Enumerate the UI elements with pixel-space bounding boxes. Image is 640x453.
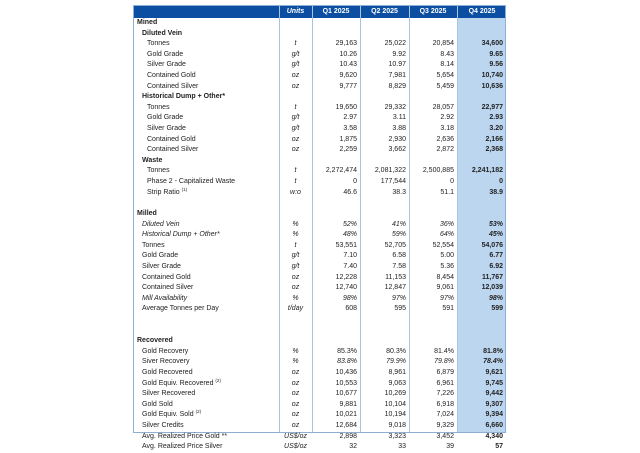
- table-row: [133, 421, 506, 432]
- subsection-heading: [133, 92, 506, 103]
- cell-q2: 9.92: [392, 50, 406, 58]
- cell-q4: 53%: [488, 220, 503, 228]
- cell-q3: 2,500,885: [422, 167, 454, 175]
- row-label: Gold Grade: [142, 252, 179, 260]
- cell-q2: 33: [398, 443, 406, 451]
- table-row: [133, 60, 506, 71]
- cell-q4: 9,442: [485, 390, 503, 398]
- row-label: Gold Equiv. Sold: [142, 411, 194, 419]
- cell-q3: 3,452: [436, 432, 454, 440]
- cell-q1: 98%: [342, 294, 357, 302]
- cell-q3: 79.8%: [434, 358, 454, 366]
- row-label: Silver Credits: [142, 422, 184, 429]
- cell-q2: 25,022: [384, 40, 406, 48]
- cell-q1: 0: [353, 178, 357, 185]
- row-unit: t: [294, 241, 297, 249]
- cell-q4: 9,621: [485, 369, 503, 376]
- cell-q3: 5.36: [440, 263, 454, 270]
- cell-q3: 2.92: [440, 114, 454, 122]
- cell-q4: 9.56: [489, 61, 503, 69]
- table-row: [133, 82, 506, 93]
- cell-q4: 2,241,182: [471, 167, 503, 175]
- cell-q3: 51.1: [440, 188, 454, 196]
- cell-q3: 6,879: [436, 369, 454, 376]
- cell-q3: 5,654: [436, 72, 454, 79]
- cell-q1: 10,553: [335, 379, 357, 387]
- cell-q3: 7,226: [436, 390, 454, 398]
- row-label: Contained Silver: [142, 284, 194, 292]
- row-unit: g/t: [291, 263, 300, 270]
- cell-q2: 10,269: [384, 390, 406, 398]
- subsection-heading: [133, 156, 506, 167]
- cell-q2: 38.3: [392, 188, 406, 196]
- cell-q2: 7.58: [392, 263, 406, 270]
- table-row: [133, 145, 506, 156]
- row-unit: t/day: [287, 305, 304, 313]
- cell-q1: 12,228: [335, 273, 357, 281]
- table-row: [133, 273, 506, 284]
- cell-q2: 7,981: [388, 72, 406, 79]
- table-row: [133, 432, 506, 443]
- row-label: Average Tonnes per Day: [142, 305, 219, 313]
- section-milled: Milled: [137, 210, 157, 217]
- cell-q1: 83.8%: [337, 358, 357, 366]
- cell-q4: 3.20: [489, 125, 503, 132]
- header-units: Units: [286, 8, 305, 15]
- cell-q4: 599: [491, 305, 503, 313]
- cell-q2: 59%: [391, 231, 406, 239]
- row-label: Silver Grade: [147, 61, 186, 69]
- cell-q4: 9,394: [485, 411, 503, 419]
- table-row: [133, 283, 506, 294]
- row-label: Siver Recovery: [142, 358, 190, 366]
- cell-q1: 10,677: [335, 390, 357, 398]
- cell-q1: 1,875: [339, 135, 357, 143]
- row-unit: g/t: [291, 252, 300, 260]
- cell-q3: 9,329: [436, 422, 454, 429]
- cell-q4: 11,767: [481, 273, 503, 281]
- cell-q4: 81.8%: [483, 347, 503, 355]
- cell-q3: 28,057: [432, 103, 454, 111]
- row-unit: US$/oz: [284, 432, 307, 440]
- cell-q3: 64%: [439, 231, 454, 239]
- table-row: [133, 379, 506, 390]
- section-heading: [133, 18, 506, 29]
- cell-q1: 608: [345, 305, 357, 313]
- cell-q2: 97%: [391, 294, 406, 302]
- cell-q1: 10,436: [335, 369, 357, 376]
- table-row: [133, 410, 506, 421]
- cell-q2: 3,323: [388, 432, 406, 440]
- row-unit: oz: [291, 146, 300, 154]
- cell-q2: 8,829: [388, 82, 406, 90]
- subsection-historical-dump: Historical Dump + Other*: [142, 93, 226, 101]
- section-heading: [133, 209, 506, 220]
- row-label: Contained Silver: [147, 82, 199, 90]
- cell-q2: 177,544: [380, 178, 406, 185]
- cell-q2: 3.11: [392, 114, 406, 122]
- table-row: [133, 262, 506, 273]
- cell-q1: 10.26: [339, 50, 357, 58]
- cell-q4: 0: [499, 178, 503, 185]
- footnote-marker: (2): [195, 409, 202, 415]
- cell-q1: 12,740: [335, 284, 357, 292]
- cell-q3: 52,554: [432, 241, 454, 249]
- cell-q3: 20,854: [432, 40, 454, 48]
- footnote-marker: (1): [181, 186, 188, 192]
- cell-q2: 10.97: [388, 61, 406, 69]
- table-row: [133, 177, 506, 188]
- row-unit: %: [292, 231, 299, 239]
- table-row: [133, 442, 506, 453]
- cell-q2: 41%: [391, 220, 406, 228]
- table-row: [133, 400, 506, 411]
- row-unit: oz: [291, 72, 300, 79]
- row-label: Tonnes: [147, 167, 170, 175]
- row-unit: %: [292, 294, 299, 302]
- row-label: Tonnes: [142, 241, 165, 249]
- cell-q2: 9,063: [388, 379, 406, 387]
- row-unit: oz: [291, 379, 300, 387]
- cell-q2: 10,104: [384, 400, 406, 408]
- row-unit: g/t: [291, 125, 300, 132]
- cell-q1: 12,684: [335, 422, 357, 429]
- row-label: Contained Gold: [142, 273, 191, 281]
- cell-q1: 9,620: [339, 72, 357, 79]
- row-unit: oz: [291, 400, 300, 408]
- cell-q3: 2,636: [436, 135, 454, 143]
- row-unit: US$/oz: [284, 443, 307, 451]
- row-label-wrapper: [142, 410, 201, 421]
- cell-q3: 97%: [439, 294, 454, 302]
- row-unit: oz: [291, 135, 300, 143]
- table-row: [133, 71, 506, 82]
- cell-q4: 10,636: [481, 82, 503, 90]
- cell-q4: 22,977: [481, 103, 503, 111]
- cell-q1: 3.58: [343, 125, 357, 132]
- cell-q2: 52,705: [384, 241, 406, 249]
- cell-q2: 6.58: [392, 252, 406, 260]
- row-label: Gold Recovery: [142, 347, 189, 355]
- row-label: Avg. Realized Price Gold **: [142, 432, 228, 440]
- header-q1: Q1 2025: [322, 8, 350, 15]
- subsection-heading: [133, 29, 506, 40]
- cell-q1: 32: [349, 443, 357, 451]
- row-unit: t: [294, 40, 297, 48]
- cell-q4: 6,660: [485, 422, 503, 429]
- cell-q1: 10,021: [335, 411, 357, 419]
- cell-q3: 8,454: [436, 273, 454, 281]
- cell-q1: 7.10: [343, 252, 357, 260]
- cell-q1: 52%: [342, 220, 357, 228]
- cell-q1: 2.97: [343, 114, 357, 122]
- cell-q4: 38.9: [489, 188, 503, 196]
- row-unit: g/t: [291, 114, 300, 122]
- cell-q3: 9,061: [436, 284, 454, 292]
- table-row: [133, 103, 506, 114]
- operations-table: [133, 5, 506, 451]
- cell-q4: 2,368: [485, 146, 503, 154]
- cell-q1: 2,272,474: [325, 167, 357, 175]
- cell-q3: 8.43: [440, 50, 454, 58]
- row-label: Avg. Realized Price Silver: [142, 443, 223, 451]
- row-label: Diluted Vein: [142, 220, 180, 228]
- cell-q4: 9.65: [489, 50, 503, 58]
- header-q3: Q3 2025: [419, 8, 447, 15]
- row-unit: oz: [291, 273, 300, 281]
- table-row: [133, 135, 506, 146]
- cell-q4: 10,740: [481, 72, 503, 79]
- cell-q2: 11,153: [385, 273, 406, 281]
- cell-q4: 2,166: [485, 135, 503, 143]
- table-row: [133, 230, 506, 241]
- row-unit: t: [294, 178, 297, 185]
- row-unit: t: [294, 103, 297, 111]
- row-unit: oz: [291, 369, 300, 376]
- cell-q1: 29,163: [335, 40, 357, 48]
- cell-q4: 6.77: [489, 252, 503, 260]
- section-mined: Mined: [137, 19, 158, 26]
- table-row: [133, 241, 506, 252]
- row-unit: oz: [291, 422, 300, 429]
- header-q2: Q2 2025: [371, 8, 398, 15]
- table-row: [133, 113, 506, 124]
- cell-q4: 45%: [488, 231, 503, 239]
- table-row: [133, 347, 506, 358]
- row-unit: oz: [291, 82, 300, 90]
- row-label: Gold Grade: [147, 50, 184, 58]
- row-label-wrapper: [142, 379, 221, 390]
- cell-q4: 34,600: [481, 40, 503, 48]
- row-label: Gold Recovered: [142, 369, 193, 376]
- row-unit: g/t: [291, 50, 300, 58]
- cell-q4: 54,076: [481, 241, 503, 249]
- cell-q4: 9,745: [485, 379, 503, 387]
- cell-q4: 2.93: [489, 114, 503, 122]
- row-label: Gold Grade: [147, 114, 184, 122]
- cell-q1: 9,777: [339, 82, 357, 90]
- cell-q3: 6,918: [436, 400, 454, 408]
- cell-q4: 4,340: [485, 432, 503, 440]
- cell-q2: 12,847: [384, 284, 406, 292]
- cell-q3: 36%: [439, 220, 454, 228]
- row-label: Contained Gold: [147, 135, 196, 143]
- cell-q4: 12,039: [481, 284, 503, 292]
- row-unit: %: [292, 347, 299, 355]
- row-label: Phase 2 - Capitalized Waste: [147, 178, 236, 185]
- cell-q2: 3,662: [388, 146, 406, 154]
- table-row: [133, 220, 506, 231]
- subsection-waste: Waste: [142, 156, 163, 164]
- row-unit: oz: [291, 284, 300, 292]
- cell-q3: 8.14: [440, 61, 454, 69]
- cell-q3: 0: [450, 178, 454, 185]
- row-unit: t: [294, 167, 297, 175]
- cell-q2: 2,081,322: [374, 167, 406, 175]
- cell-q3: 5.00: [440, 252, 454, 260]
- row-label: Gold Equiv. Recovered: [142, 379, 214, 387]
- cell-q2: 2,930: [388, 135, 406, 143]
- table-row: [133, 304, 506, 315]
- row-label: Contained Silver: [147, 146, 199, 154]
- cell-q1: 53,551: [335, 241, 357, 249]
- row-unit: %: [292, 358, 299, 366]
- cell-q2: 79.9%: [386, 358, 406, 366]
- row-label: Strip Ratio: [147, 188, 180, 196]
- cell-q4: 57: [495, 443, 503, 451]
- cell-q3: 39: [446, 443, 454, 451]
- cell-q1: 19,650: [335, 103, 357, 111]
- cell-q3: 5,459: [436, 82, 454, 90]
- cell-q2: 80.3%: [386, 347, 406, 355]
- cell-q2: 595: [394, 305, 406, 313]
- cell-q1: 7.40: [343, 263, 357, 270]
- cell-q2: 8,961: [388, 369, 406, 376]
- row-label: Contained Gold: [147, 72, 196, 79]
- row-label: Historical Dump + Other*: [142, 231, 220, 239]
- row-label: Mill Availability: [142, 294, 188, 302]
- cell-q1: 46.6: [343, 188, 357, 196]
- cell-q3: 3.18: [440, 125, 454, 132]
- row-unit: w:o: [290, 188, 301, 196]
- row-label-wrapper: [147, 188, 187, 199]
- row-unit: g/t: [291, 61, 300, 69]
- cell-q2: 3.88: [392, 125, 406, 132]
- row-label: Silver Grade: [147, 125, 186, 132]
- footnote-marker: (2): [215, 377, 221, 383]
- section-heading: [133, 336, 506, 347]
- cell-q3: 81.4%: [434, 347, 454, 355]
- table-row: [133, 368, 506, 379]
- cell-q3: 7,024: [436, 411, 454, 419]
- cell-q4: 98%: [488, 294, 503, 302]
- row-unit: oz: [291, 411, 300, 419]
- table-row: [133, 357, 506, 368]
- row-label: Silver Recovered: [142, 390, 196, 398]
- row-label: Silver Grade: [142, 263, 181, 270]
- cell-q1: 2,259: [339, 146, 357, 154]
- subsection-diluted-vein: Diluted Vein: [142, 29, 183, 37]
- cell-q2: 9,018: [388, 422, 406, 429]
- cell-q2: 10,194: [384, 411, 406, 419]
- cell-q4: 78.4%: [483, 358, 503, 366]
- table-row: [133, 389, 506, 400]
- cell-q1: 9,881: [339, 400, 357, 408]
- table-row: [133, 251, 506, 262]
- cell-q2: 29,332: [384, 103, 406, 111]
- cell-q1: 2,898: [339, 432, 357, 440]
- header-q4: Q4 2025: [457, 5, 506, 18]
- cell-q3: 591: [442, 305, 454, 313]
- table-row: [133, 294, 506, 305]
- row-unit: %: [292, 220, 299, 228]
- row-label: Gold Sold: [142, 400, 173, 408]
- table-row: [133, 39, 506, 50]
- cell-q1: 10.43: [339, 61, 357, 69]
- cell-q1: 48%: [342, 231, 357, 239]
- cell-q1: 85.3%: [337, 347, 357, 355]
- cell-q4: 6.92: [489, 263, 503, 270]
- row-label: Tonnes: [147, 103, 170, 111]
- table-row: [133, 50, 506, 61]
- table-row: [133, 166, 506, 177]
- section-recovered: Recovered: [137, 337, 173, 345]
- table-row: [133, 188, 506, 199]
- row-unit: oz: [291, 390, 300, 398]
- row-label: Tonnes: [147, 40, 170, 48]
- cell-q4: 9,307: [485, 400, 503, 408]
- cell-q3: 2,872: [436, 146, 454, 154]
- cell-q3: 6,961: [436, 379, 454, 387]
- table-row: [133, 124, 506, 135]
